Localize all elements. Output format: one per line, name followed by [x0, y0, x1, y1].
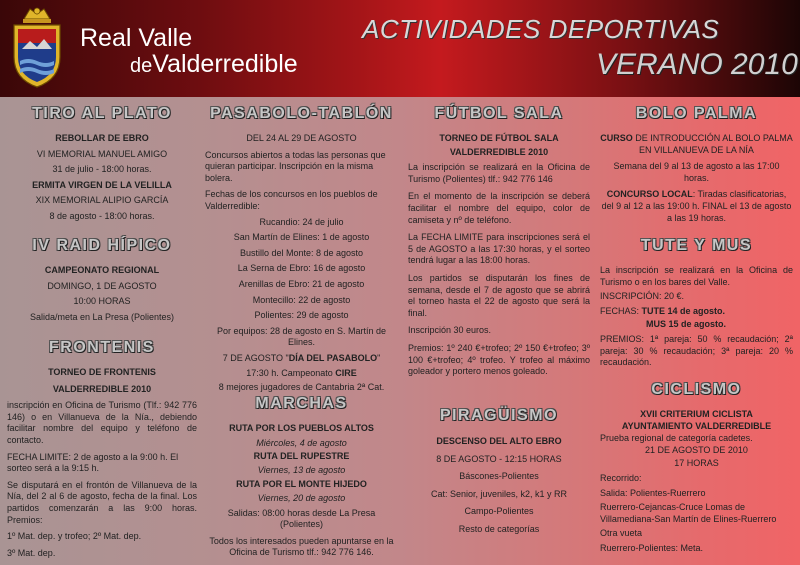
poster-subtitle: VERANO 2010 [596, 48, 798, 81]
tute-body: La inscripción se realizará en la Oficina de Turismo o en los bares del Valle. INSCRIPCIÓN: 20 €. FECHAS: TUTE 14 de agosto. MUS 15 de agosto. PREMIOS: 1ª pareja: 50 % recaudación; 2ª pareja: 30 % recaudación; 3ª pareja: 20 % recaudación. [600, 265, 793, 368]
section-title-tiro: TIRO AL PLATO [32, 105, 172, 122]
column-4 [596, 97, 797, 565]
poster-title: ACTIVIDADES DEPORTIVAS [362, 14, 720, 44]
section-title-marchas: MARCHAS [255, 395, 348, 412]
section-title-ciclismo: CICLISMO [651, 381, 742, 398]
futbol-body: TORNEO DE FÚTBOL SALA VALDERREDIBLE 2010 La inscripción se realizará en la Oficina de Turismo (Polientes) tlf.: 942 776 146 En el momento de la inscripción se deberá facilitar el nombre del equipo, color de camiseta y nº de teléfono. La FECHA LIMITE para inscripciones será el 5 de AGOSTO a las 17:30 horas, y el sorteo tendrá lugar a las 18:00 horas. Los partidos se disputarán los fines de semana, desde el 7 de agosto que se abrirá el torneo hasta el 22 de agosto que será la final. Inscripción 30 euros. Premios: 1º 240 €+trofeo; 2º 150 €+trofeo; 3º 100 €+trofeo; 4º trofeo. Y trofeo al máximo goleador y portero menos goleado. [408, 133, 590, 377]
coat-of-arms-icon [8, 5, 66, 91]
column-1 [3, 97, 201, 565]
pasabolo-body: DEL 24 AL 29 DE AGOSTO Concursos abiertos a todas las personas que quieran participar. Inscripción en la misma bolera. Fechas de los concursos en los pueblos de Valderredible: Rucandio: 24 de julio San Martín de Elines: 1 de agosto Bustillo del Monte: 8 de agosto La Serna de Ebro: 16 de agosto Arenillas de Ebro: 21 de agosto Montecillo: 22 de agosto Polientes: 29 de agosto Por equipos: 28 de agosto en S. Martín de Elines. 7 DE AGOSTO "DÍA DEL PASABOLO" 17:30 h. Campeonato CIRE 8 mejores jugadores de Cantabria 2ª Cat. [205, 133, 387, 393]
brand-name-line1: Real Valle [80, 24, 193, 52]
tiro-body: REBOLLAR DE EBRO VI MEMORIAL MANUEL AMIGO 31 de julio - 18:00 horas. ERMITA VIRGEN DE LA VELILLA XIX MEMORIAL ALIPIO GARCÍA 8 de agosto - 18:00 horas. [32, 133, 172, 221]
section-title-tute: TUTE Y MUS [640, 237, 753, 254]
marchas-body: RUTA POR LOS PUEBLOS ALTOS Miércoles, 4 de agosto RUTA DEL RUPESTRE Viernes, 13 de agosto RUTA POR EL MONTE HIJEDO Viernes, 20 de agosto Salidas: 08:00 horas desde La Presa (Polientes) Todos los interesados pueden apuntarse en la Oficina de Turismo tlf.: 942 776 146. [209, 423, 394, 558]
section-title-pasabolo: PASABOLO-TABLÓN [210, 105, 393, 122]
raid-body: CAMPEONATO REGIONAL DOMINGO, 1 DE AGOSTO 10:00 HORAS Salida/meta en La Presa (Polientes) [29, 265, 175, 322]
section-title-raid: IV RAID HÍPICO [32, 237, 172, 254]
section-title-frontenis: FRONTENIS [49, 339, 155, 356]
section-title-piraguismo: PIRAGÜISMO [439, 407, 559, 424]
section-title-bolo: BOLO PALMA [635, 105, 758, 122]
header-banner [0, 0, 800, 97]
piraguismo-body: DESCENSO DEL ALTO EBRO 8 DE AGOSTO - 12:15 HORAS Báscones-Polientes Cat: Senior, juveniles, k2, k1 y RR Campo-Polientes Resto de categorías [430, 436, 568, 534]
brand-name-line2: deValderredible [130, 50, 298, 78]
column-3 [404, 97, 594, 565]
ciclismo-body: XVII CRITERIUM CICLISTA AYUNTAMIENTO VALDERREDIBLE Prueba regional de categoría cadetes. 21 DE AGOSTO DE 2010 17 HORAS Recorrido: Salida: Polientes-Ruerrero Ruerrero-Cejancas-Cruce Lomas de Villamediana-San Martín de Elines-Ruerrero Otra vueta Ruerrero-Polientes: Meta. [600, 409, 777, 553]
frontenis-body: TORNEO DE FRONTENIS VALDERREDIBLE 2010 inscripción en Oficina de Turismo (Tlf.: 942 776 146) o en Villanueva de la Nía., debiendo facilitar nombre del equipo y teléfono de contacto. FECHA LIMITE: 2 de agosto a la 9:00 h. El sorteo será a la 9:15 h. Se disputará en el frontón de Villanueva de la Nía, del 2 al 6 de agosto, fecha de la final. Los partidos comenzarán a las 9:00 horas. Premios: 1º Mat. dep. y trofeo; 2º Mat. dep. 3º Mat. dep. [7, 367, 197, 558]
bolo-body: CURSO DE INTRODUCCIÓN AL BOLO PALMA EN VILLANUEVA DE LA NÍA Semana del 9 al 13 de agosto a las 17:00 horas. CONCURSO LOCAL: Tiradas clasificatorias, del 9 al 12 a las 19:00 h. FINAL el 13 de agosto a las 19 horas. [600, 133, 793, 223]
section-title-futbol: FÚTBOL SALA [434, 105, 564, 122]
column-2 [201, 97, 402, 565]
